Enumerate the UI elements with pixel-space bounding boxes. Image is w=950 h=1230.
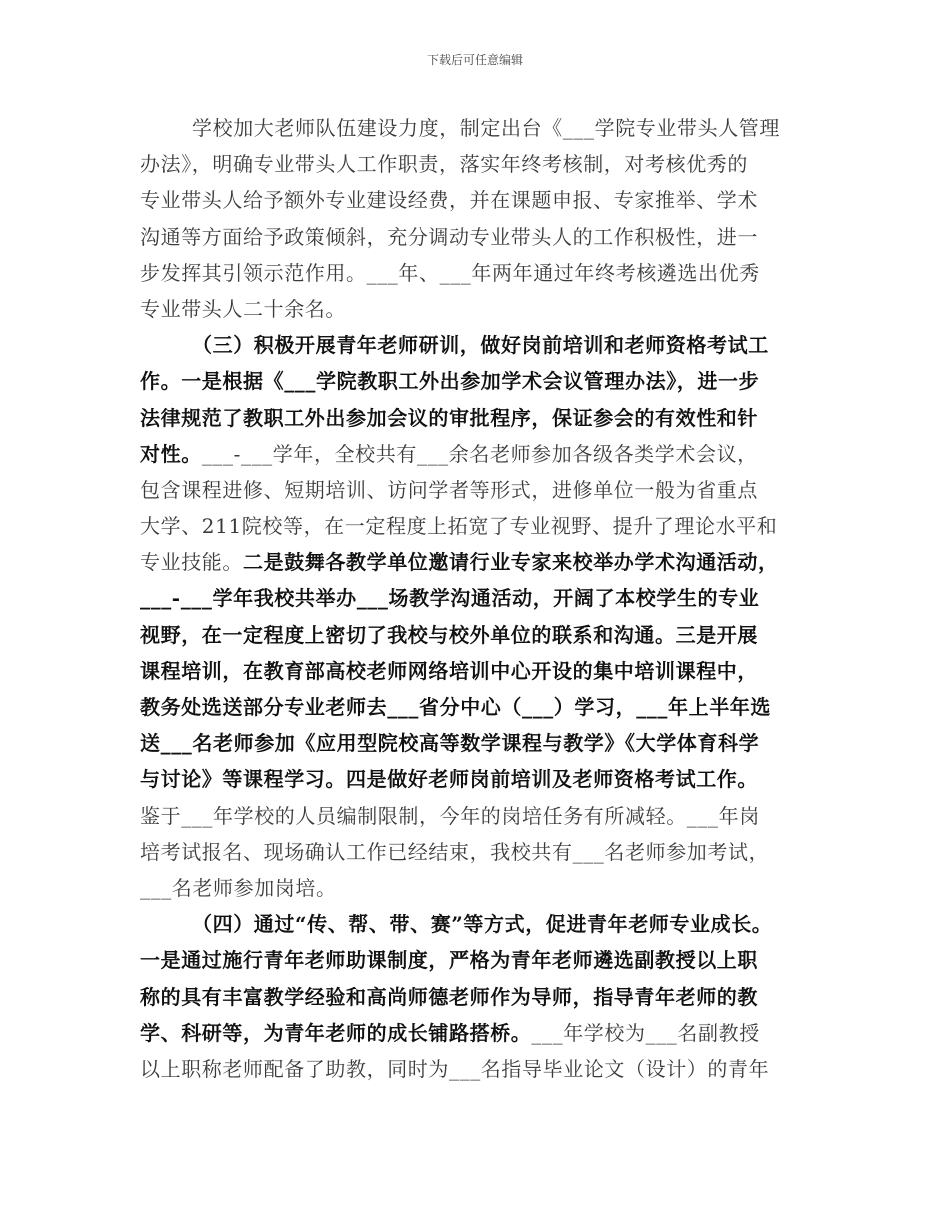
text-run: 包含课程进修、短期培训、访问学者等形式，进修单位一般为省重点 [140,477,758,502]
text-run: 步发挥其引领示范作用。___年、___年两年通过年终考核遴选出优秀 [140,260,760,285]
text-line [140,255,812,291]
text-run: 鉴于___年学校的人员编制限制，今年的岗培任务有所减轻。___年岗 [140,803,760,828]
text-line [140,798,812,834]
text-run: 对性。 [140,441,202,466]
text-run: 法律规范了教职工外出参加会议的审批程序，保证参会的有效性和针 [140,405,758,430]
text-run: 教务处选送部分专业老师去___省分中心（___）学习，___年上半年选 [140,695,771,719]
text-run: 视野，在一定程度上密切了我校与校外单位的联系和沟通。三是开展 [140,622,758,647]
document-body [140,110,812,1087]
text-run: 沟通等方面给予政策倾斜，充分调动专业带头人的工作积极性，进一 [140,224,758,249]
text-run: 大学、211院校等，在一定程度上拓宽了专业视野、提升了理论水平和 [140,514,778,539]
text-line [140,363,812,399]
text-run: 课程培训，在教育部高校老师网络培训中心开设的集中培训课程中， [140,658,758,683]
text-run: 与讨论》等课程学习。四是做好老师岗前培训及老师资格考试工作。 [140,767,758,792]
text-line [140,725,812,761]
text-run: 专业带头人给予额外专业建设经费，并在课题申报、专家推举、学术 [140,188,758,213]
text-line [140,146,812,182]
text-line [140,1015,812,1051]
text-line [140,544,812,580]
text-line [140,219,812,255]
text-line [140,617,812,653]
text-run: （四）通过“传、帮、带、赛”等方式，促进青年老师专业成长。 [192,912,773,937]
text-line [140,653,812,689]
text-run: 专业技能。 [140,550,243,575]
text-run: 称的具有丰富教学经验和高尚师德老师作为导师，指导青年老师的教 [140,984,758,1009]
text-line [140,110,812,146]
text-run: 以上职称老师配备了助教，同时为___名指导毕业论文（设计）的青年 [140,1056,770,1081]
text-line [140,580,812,616]
text-run: 专业带头人二十余名。 [140,296,346,321]
text-run: 学校加大老师队伍建设力度，制定出台《___学院专业带头人管理 [192,116,780,140]
text-line [140,979,812,1015]
text-line [140,1051,812,1087]
text-line [140,436,812,472]
page-header: 下载后可任意编辑 [426,53,523,67]
text-line [140,400,812,436]
text-run: 学、科研等，为青年老师的成长铺路搭桥。 [140,1020,532,1045]
text-run: ___-___学年我校共举办___场教学沟通活动，开阔了本校学生的专业 [140,586,760,611]
text-run: 办法》，明确专业带头人工作职责，落实年终考核制，对考核优秀的 [140,152,748,177]
text-run: ___-___学年，全校共有___余名老师参加各级各类学术会议， [201,441,758,466]
text-run: 送___名老师参加《应用型院校高等数学课程与教学》《大学体育科学 [140,731,760,756]
text-run: （三）积极开展青年老师研训，做好岗前培训和老师资格考试工 [192,333,769,358]
text-run: 培考试报名、现场确认工作已经结束，我校共有___名老师参加考试， [140,839,770,864]
text-line [140,689,812,725]
text-run: ___名老师参加岗培。 [140,875,337,900]
text-line [140,508,812,544]
text-run: 作。一是根据《___学院教职工外出参加学术会议管理办法》，进一步 [140,369,760,394]
text-line [140,182,812,218]
text-run: 二是鼓舞各教学单位邀请行业专家来校举办学术沟通活动， [243,550,779,575]
section-heading-line [140,327,812,363]
text-line [140,291,812,327]
text-line [140,761,812,797]
text-run: ___年学校为___名副教授 [531,1020,760,1045]
text-line [140,834,812,870]
text-run: 一是通过施行青年老师助课制度，严格为青年老师遴选副教授以上职 [140,948,758,973]
text-line [140,942,812,978]
text-line [140,870,812,906]
section-heading-line [140,906,812,942]
text-line [140,472,812,508]
